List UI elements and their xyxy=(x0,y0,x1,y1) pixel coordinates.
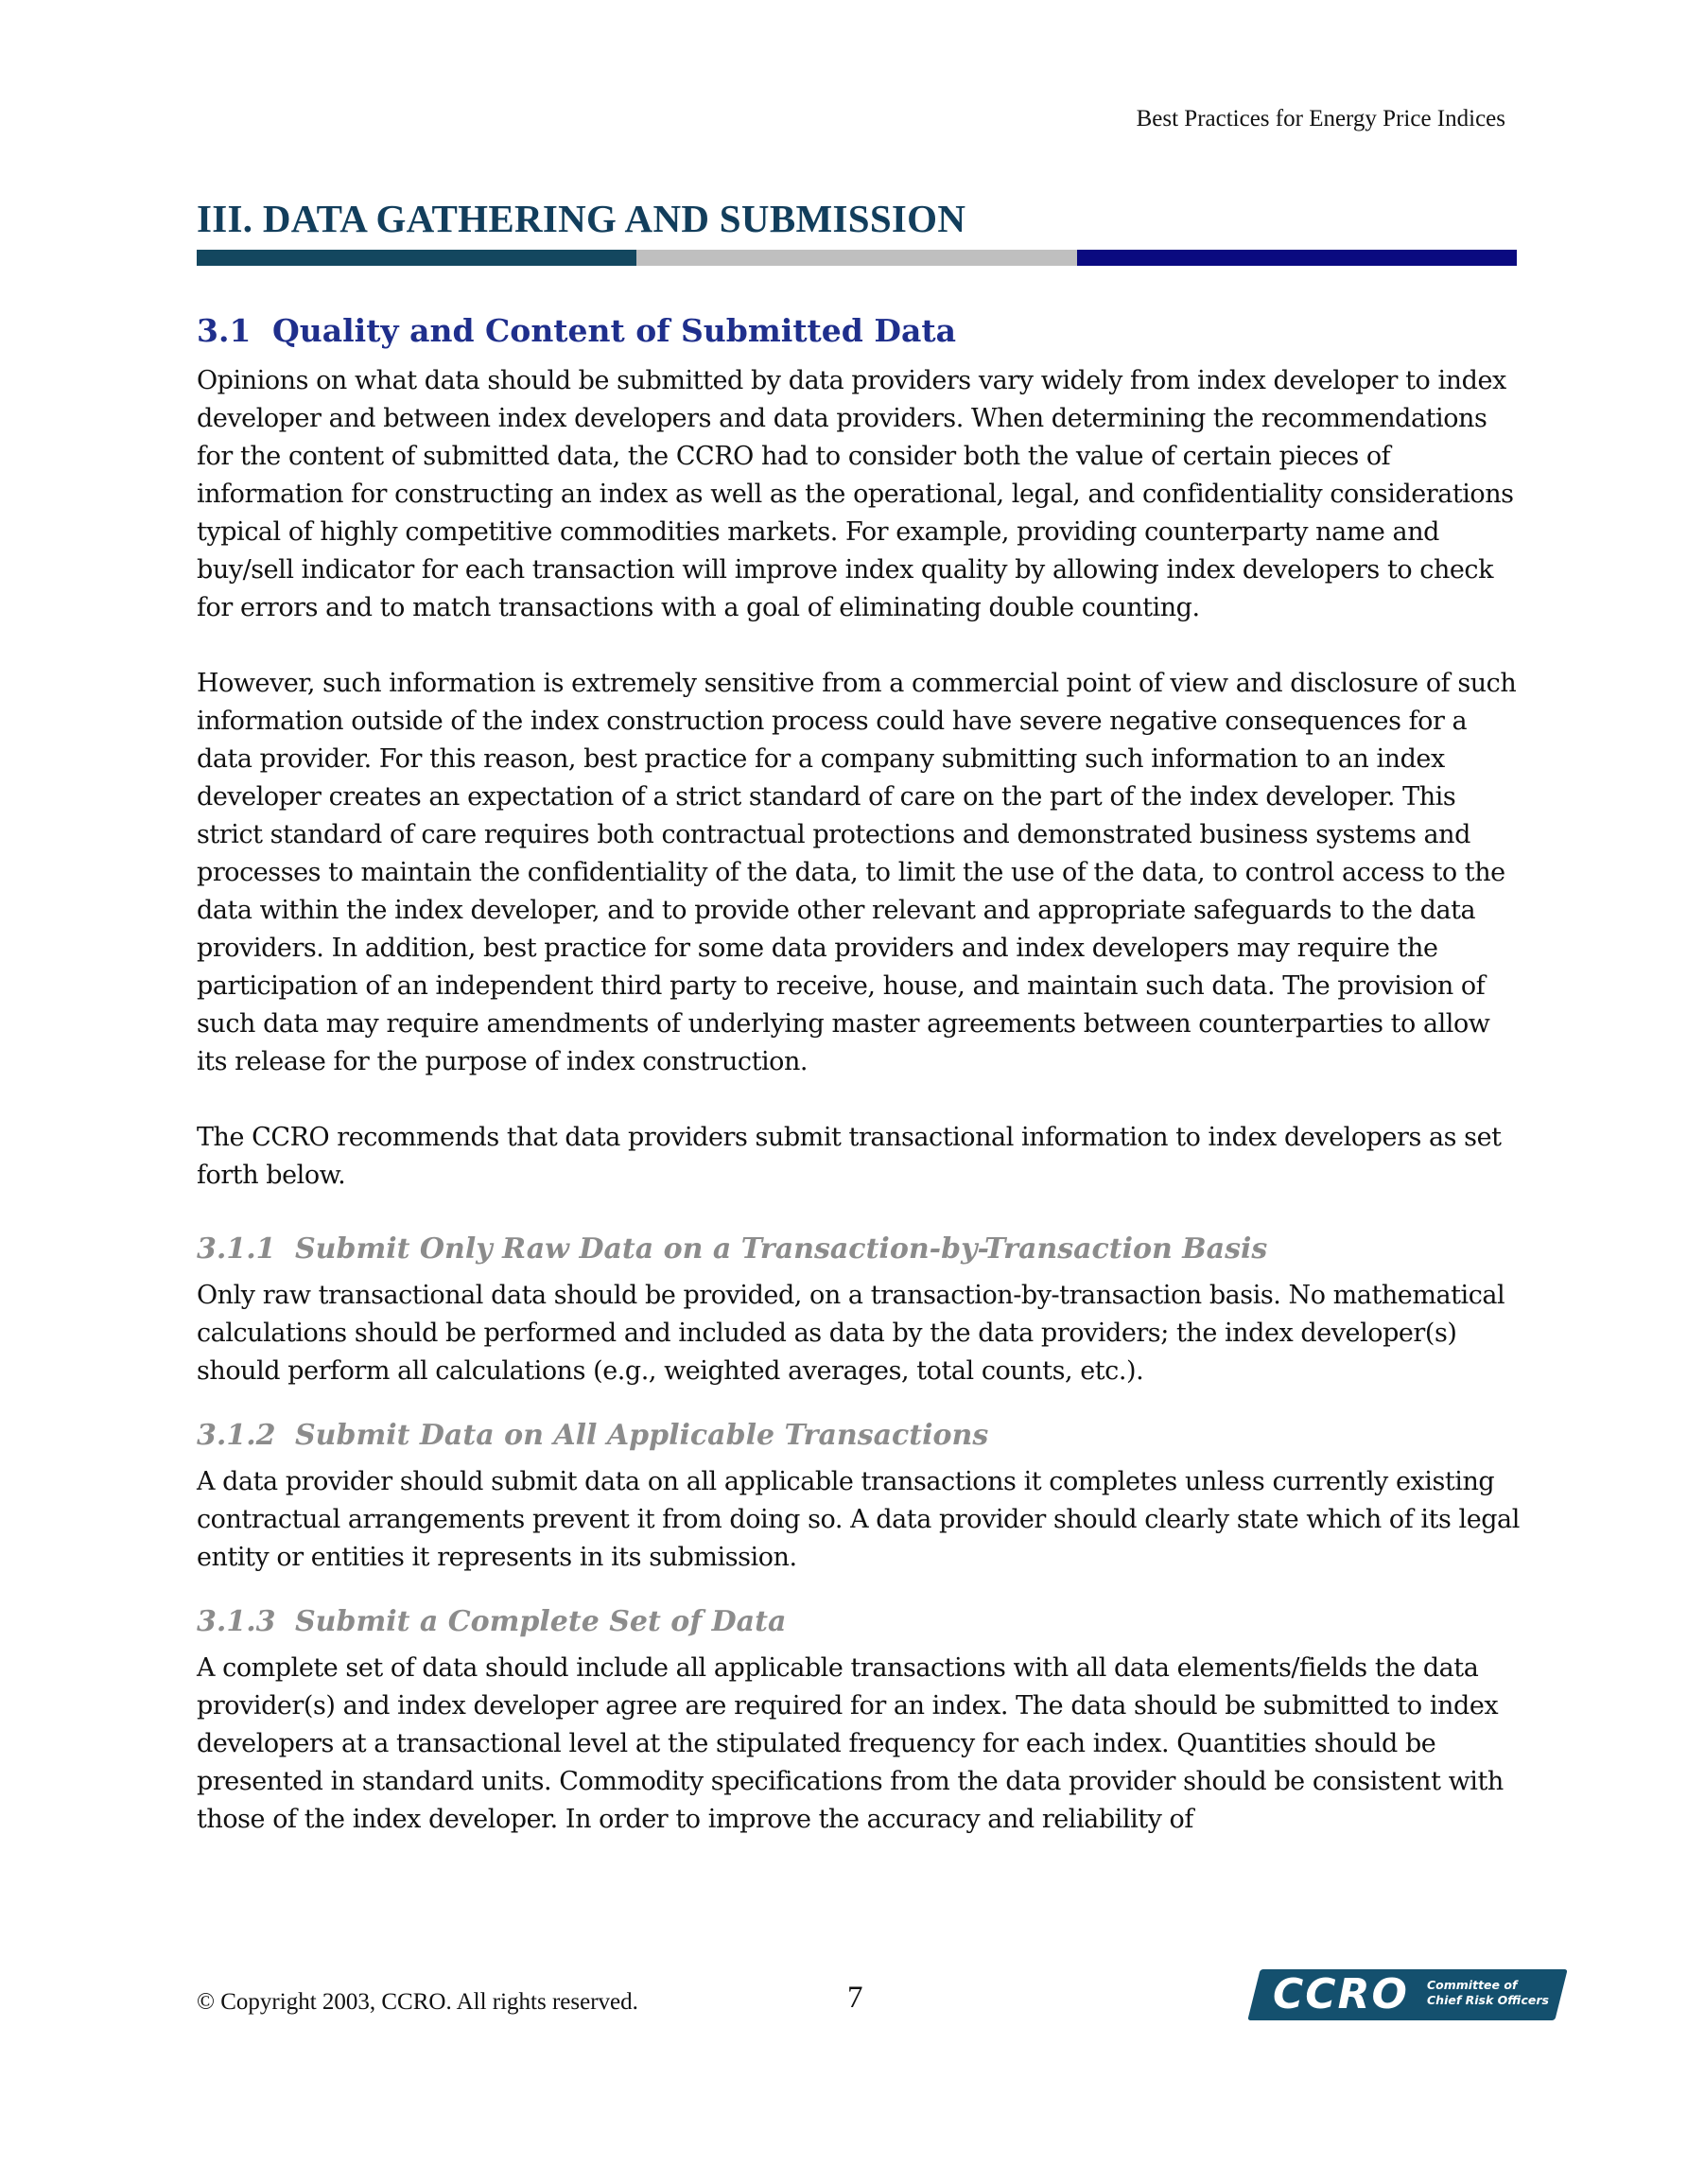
paragraph: Opinions on what data should be submitted by data providers vary widely from index developer to index developer and between index developers and data providers. When determining the recommendations for the content of submitted data, the CCRO had to consider both the value of certain pieces of information for constructing an index as well as the operational, legal, and confidentiality considerations typical of highly competitive commodities markets. For example, providing counterparty name and buy/sell indicator for each transaction will improve index quality by allowing index developers to check for errors and to match transactions with a goal of eliminating double counting. xyxy=(197,366,1514,622)
footer-copyright: © Copyright 2003, CCRO. All rights reserved. xyxy=(197,1989,638,2015)
page-content xyxy=(197,312,1521,1867)
title-rule-segment-1 xyxy=(197,250,636,266)
section-number: 3.1 xyxy=(197,312,252,349)
subsection-heading xyxy=(197,1419,1521,1452)
paragraph: However, such information is extremely sensitive from a commercial point of view and disclosure of such information outside of the index construction process could have severe negative consequences for a data provider. For this reason, best practice for a company submitting such information to an index developer creates an expectation of a strict standard of care on the part of the index developer. This strict standard of care requires both contractual protections and demonstrated business systems and processes to maintain the confidentiality of the data, to limit the use of the data, to control access to the data within the index developer, and to provide other relevant and appropriate safeguards to the data providers. In addition, best practice for some data providers and index developers may require the participation of an independent third party to receive, house, and maintain such data. The provision of such data may require amendments of underlying master agreements between counterparties to allow its release for the purpose of index construction. xyxy=(197,669,1517,1076)
subsection-paragraph: A data provider should submit data on all applicable transactions it completes unless currently existing contractual arrangements prevent it from doing so. A data provider should clearly state which of its legal entity or entities it represents in its submission. xyxy=(197,1467,1520,1572)
subsection-title: Submit a Complete Set of Data xyxy=(295,1605,787,1638)
subsection-title: Submit Data on All Applicable Transactions xyxy=(295,1419,989,1452)
subsection-number: 3.1.2 xyxy=(197,1419,276,1452)
chapter-title: III. DATA GATHERING AND SUBMISSION xyxy=(197,197,966,240)
subsection-number: 3.1.3 xyxy=(197,1605,276,1638)
logo-tagline-line: Chief Risk Officers xyxy=(1427,1993,1549,2007)
subsection-heading xyxy=(197,1232,1521,1266)
subsection-paragraph: A complete set of data should include all applicable transactions with all data elements/fields the data provider(s) and index developer agree are required for an index. The data should be submitted to index developers at a transactional level at the stipulated frequency for each index. Quantities should be presented in standard units. Commodity specifications from the data provider should be consistent with those of the index developer. In order to improve the accuracy and reliability of xyxy=(197,1653,1504,1834)
logo-wordmark: CCRO xyxy=(1273,1970,1409,2018)
section-title: Quality and Content of Submitted Data xyxy=(272,312,956,349)
title-rule-segment-3 xyxy=(1077,250,1517,266)
logo-tagline xyxy=(1427,1978,1555,2008)
ccro-logo xyxy=(1254,1969,1561,2020)
running-header: Best Practices for Energy Price Indices xyxy=(1136,106,1505,131)
logo-tagline-line: Committee of xyxy=(1427,1978,1518,1992)
subsection-number: 3.1.1 xyxy=(197,1232,276,1266)
section-heading xyxy=(197,312,1521,349)
subsection-paragraph: Only raw transactional data should be provided, on a transaction-by-transaction basis. No mathematical calculations should be performed and included as data by the data providers; the index developer(s) should perform all calculations (e.g., weighted averages, total counts, etc.). xyxy=(197,1281,1505,1386)
subsection-title: Submit Only Raw Data on a Transaction-by-Transaction Basis xyxy=(295,1232,1268,1266)
paragraph: The CCRO recommends that data providers submit transactional information to index developers as set forth below. xyxy=(197,1123,1502,1190)
subsection-heading xyxy=(197,1605,1521,1638)
title-rule-segment-2 xyxy=(636,250,1076,266)
title-rule xyxy=(197,250,1517,266)
page-number: 7 xyxy=(847,1981,863,2015)
